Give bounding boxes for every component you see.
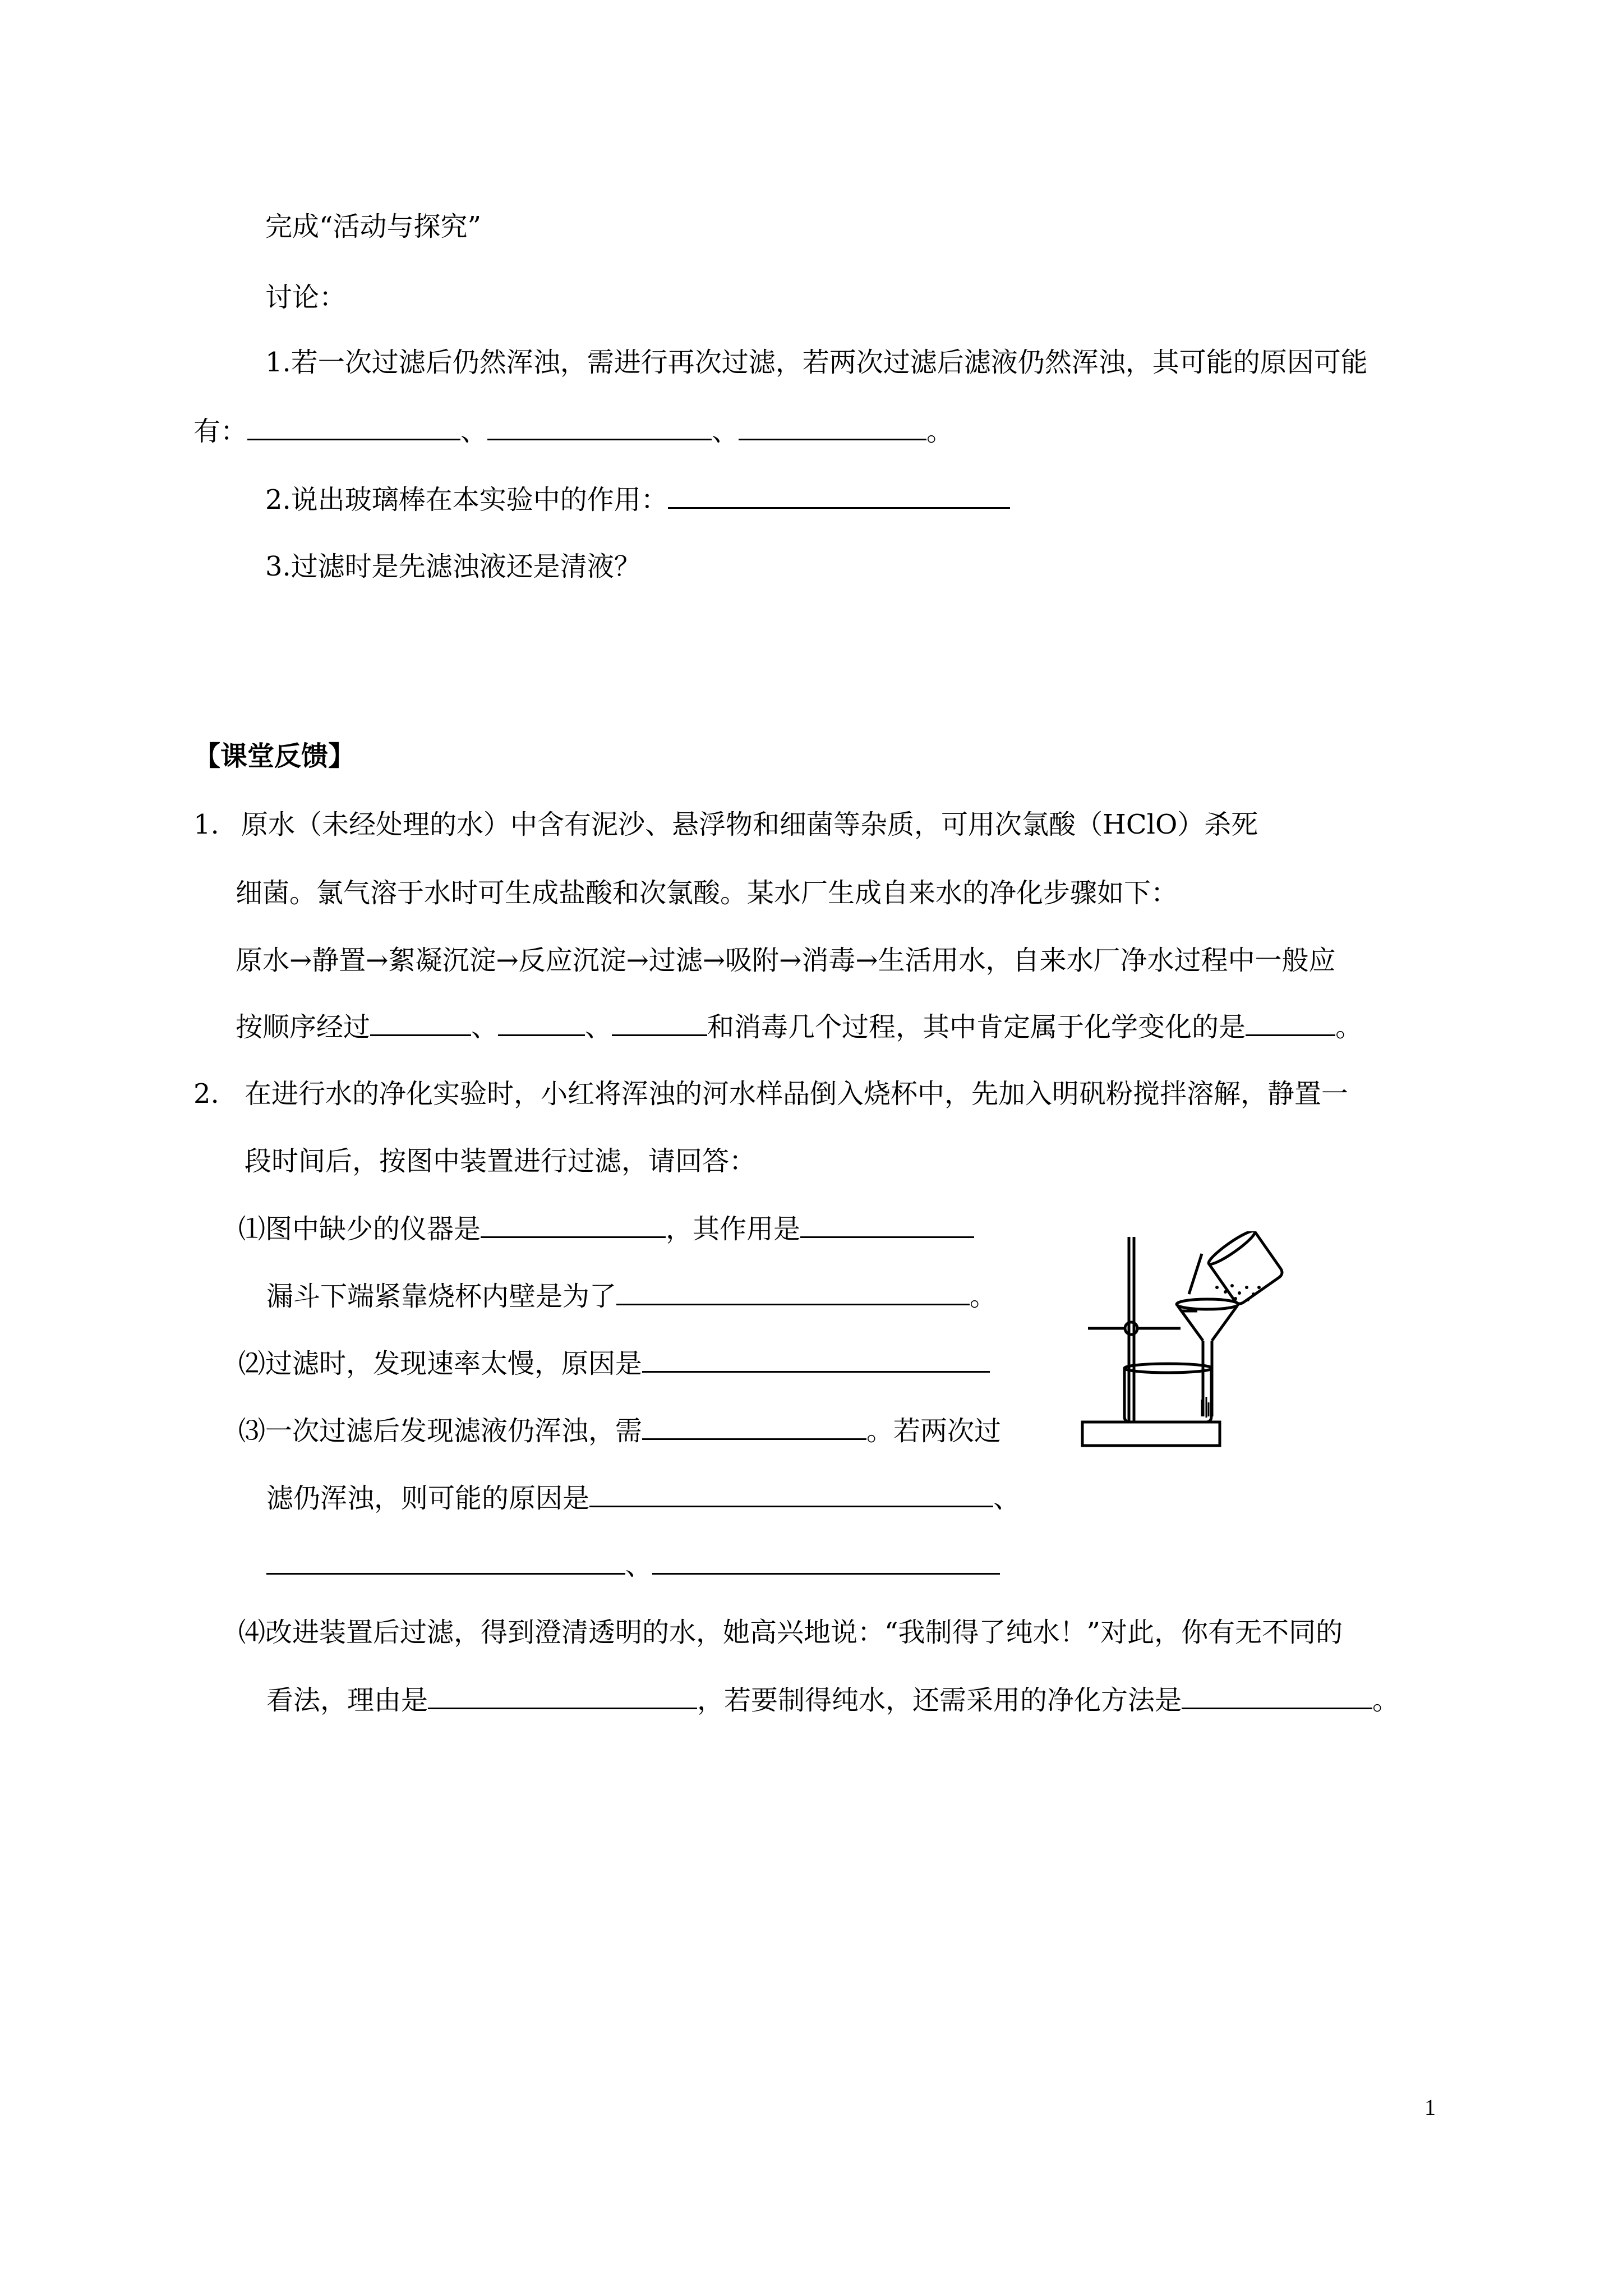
feedback-q2-number: 2. <box>193 1078 219 1110</box>
answer-blank[interactable] <box>612 1010 707 1036</box>
text: 滤仍浑浊，则可能的原因是 <box>266 1483 590 1514</box>
discussion-q2 <box>265 482 1010 517</box>
separator: 、 <box>625 1550 653 1581</box>
q1-prefix: 有： <box>193 416 248 447</box>
answer-blank[interactable] <box>1246 1010 1335 1036</box>
feedback-q2-part1-line2 <box>266 1279 997 1313</box>
text: 和消毒几个过程，其中肯定属于化学变化的是 <box>707 1011 1246 1043</box>
discussion-q1-line2 <box>193 414 953 448</box>
feedback-q1-line4 <box>236 1010 1362 1044</box>
answer-blank[interactable] <box>739 414 926 440</box>
filtration-apparatus-illustration <box>1068 1231 1371 1478</box>
discussion-label: 讨论： <box>265 282 347 313</box>
answer-blank[interactable] <box>800 1212 974 1238</box>
page-number: 1 <box>1424 2095 1436 2120</box>
feedback-q2-part3 <box>238 1414 1001 1448</box>
text: ⑵过滤时，发现速率太慢，原因是 <box>238 1348 643 1379</box>
answer-blank[interactable] <box>652 1548 1000 1575</box>
separator: 、 <box>712 416 739 447</box>
period: 。 <box>1372 1685 1400 1716</box>
text: ⑶一次过滤后发现滤液仍浑浊，需 <box>238 1415 643 1447</box>
feedback-q2-part2 <box>238 1346 990 1381</box>
period: 。 <box>970 1281 997 1312</box>
text: ，若要制得纯水，还需采用的净化方法是 <box>697 1685 1182 1716</box>
answer-blank[interactable] <box>370 1010 471 1036</box>
feedback-q1-number: 1. <box>193 809 219 840</box>
separator: 、 <box>585 1011 612 1043</box>
discussion-q1-line1: 1.若一次过滤后仍然浑浊，需进行再次过滤，若两次过滤后滤液仍然浑浊，其可能的原因可能 <box>265 347 1368 378</box>
answer-blank[interactable] <box>668 482 1010 509</box>
answer-blank[interactable] <box>428 1683 697 1709</box>
answer-blank[interactable] <box>642 1346 990 1373</box>
answer-blank[interactable] <box>481 1212 666 1238</box>
feedback-q2-part3-line2 <box>266 1481 1020 1515</box>
feedback-q2-part4-line2 <box>266 1683 1399 1717</box>
separator: 、 <box>993 1483 1021 1514</box>
period: 。 <box>926 416 954 447</box>
answer-blank[interactable] <box>642 1414 866 1440</box>
activity-intro: 完成“活动与探究” <box>265 211 482 242</box>
feedback-q1-line1: 原水（未经处理的水）中含有泥沙、悬浮物和细菌等杂质，可用次氯酸（HClO）杀死 <box>241 809 1258 840</box>
period: 。 <box>1335 1011 1363 1043</box>
feedback-q2-part4: ⑷改进装置后过滤，得到澄清透明的水，她高兴地说：“我制得了纯水！”对此，你有无不同的 <box>238 1617 1343 1648</box>
text: 看法，理由是 <box>266 1685 428 1716</box>
feedback-q2-line2: 段时间后，按图中装置进行过滤，请回答： <box>245 1145 757 1177</box>
feedback-q1-line3: 原水→静置→絮凝沉淀→反应沉淀→过滤→吸附→消毒→生活用水，自来水厂净水过程中一般应 <box>236 945 1336 976</box>
answer-blank[interactable] <box>589 1481 993 1507</box>
answer-blank[interactable] <box>266 1548 625 1575</box>
text: ⑴图中缺少的仪器是 <box>238 1213 481 1245</box>
separator: 、 <box>460 416 488 447</box>
text: 。若两次过 <box>866 1415 1002 1447</box>
discussion-q3: 3.过滤时是先滤浊液还是清液？ <box>265 551 641 582</box>
feedback-q2-line1: 在进行水的净化实验时，小红将浑浊的河水样品倒入烧杯中，先加入明矾粉搅拌溶解，静置一 <box>245 1078 1349 1110</box>
feedback-q1-line2: 细菌。氯气溶于水时可生成盐酸和次氯酸。某水厂生成自来水的净化步骤如下： <box>236 877 1178 909</box>
answer-blank[interactable] <box>487 414 712 440</box>
answer-blank[interactable] <box>1182 1683 1372 1709</box>
text: 按顺序经过 <box>236 1011 371 1043</box>
answer-blank[interactable] <box>247 414 460 440</box>
feedback-q2-part3-line3 <box>266 1548 1000 1582</box>
answer-blank[interactable] <box>616 1279 970 1305</box>
text: 漏斗下端紧靠烧杯内壁是为了 <box>266 1281 617 1312</box>
feedback-heading: 【课堂反馈】 <box>193 740 356 772</box>
answer-blank[interactable] <box>498 1010 585 1036</box>
text: ，其作用是 <box>666 1213 801 1245</box>
separator: 、 <box>471 1011 499 1043</box>
feedback-q2-part1 <box>238 1212 974 1246</box>
q2-text: 2.说出玻璃棒在本实验中的作用： <box>265 484 668 516</box>
